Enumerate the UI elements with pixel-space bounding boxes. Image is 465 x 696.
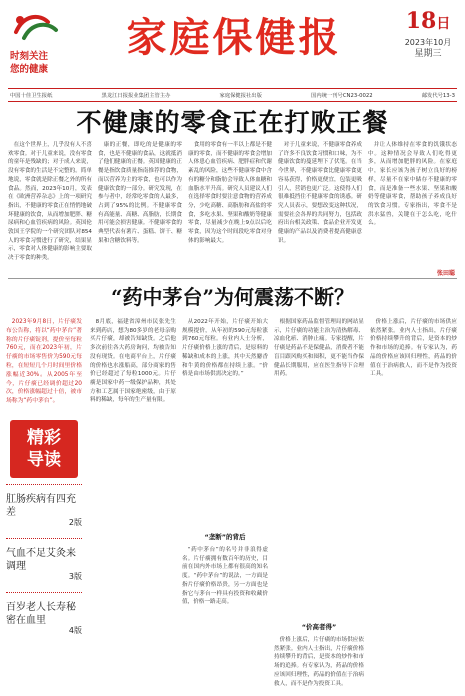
info-award: 中国十佳卫生报纸 <box>10 93 53 99</box>
masthead <box>0 0 465 86</box>
second-article-column-5 <box>274 636 364 690</box>
highlight-item-title: 百岁老人长寿秘密在血里 <box>6 602 76 626</box>
issue-weekday: 星期三 <box>414 49 442 59</box>
issue-year-month: 2023年10月 <box>404 38 452 47</box>
highlight-item[interactable] <box>6 484 82 538</box>
lead-headline: 不健康的零食正在打败正餐 <box>76 108 389 137</box>
second-article-column-3 <box>182 546 268 690</box>
highlight-item[interactable] <box>6 538 82 592</box>
highlight-item-page: 4版 <box>68 626 82 635</box>
lead-article-column-2 <box>98 141 182 273</box>
highlight-item-page: 3版 <box>68 572 82 581</box>
issue-day-unit: 日 <box>436 16 451 32</box>
lead-article-text-2: 康的正餐，即吃的是健康的零食，也是不健康的食品，这就抵消了他们健康的正餐。英国健康的正餐是指饮食质量指南推荐的食物，而以营养为主的零食，也可以作为健康饮食的一部分。研究发现，在参与者中，经常吃零食的人最多，占到了95%的比例。不健康零食有高能量、高糖、高脂肪，长期食用可能会损害健康。不健康零食的典型代表有薯片、蛋糕、饼干、糖果和含糖饮料等。 <box>98 142 182 244</box>
highlights-list <box>6 484 82 646</box>
highlight-item-title: 气血不足艾灸来调理 <box>6 548 76 572</box>
sidebar <box>6 318 82 690</box>
lead-article-byline: 张田聪 <box>436 270 455 277</box>
second-article-column-6 <box>370 318 457 690</box>
second-headline: “药中茅台”为何震荡不断？ <box>110 285 354 309</box>
second-article-column-2 <box>182 318 268 528</box>
issue-date <box>399 8 457 61</box>
slogan-line-1: 时刻关注 <box>10 51 49 62</box>
second-article-text-1: 8月底，福建省漳州市民张先生来到药店，想为80多岁的老母亲购买片仔癀，却被告知缺货。之后他多次前往各大药房询问，均被告知没有现货。在电商平台上，片仔癀的价格也水涨船高，部分商家的售价已经超过了每粒1000元。片仔癀是国家中药一级保护品种，其处方和工艺属于国家绝密级，由于原料的稀缺，每年的生产量有限。 <box>90 319 176 404</box>
second-article-column-4 <box>274 318 364 618</box>
lead-article-text-5: 并让人体维持在零食的饥饿状态中。这种情况会导致人们吃得更多，从而增加肥胖的风险。在家庭中，家长应该为孩子树立良好的榜样，尽量不在家中储存不健康的零食，而是准备一些水果、坚果和酸奶等健康零食，帮助孩子养成良好的饮食习惯。专家指出，零食不是洪水猛兽，关键在于怎么吃，吃什么。 <box>368 142 457 227</box>
info-publisher: 家庭保健报社出版 <box>219 93 262 99</box>
lead-article-text-4: 对于儿童来说，不健康零食养成了许多不良饮食习惯和口味，为不健康饮食的蔓延埋下了伏笔。在当今世界，不健康零食比健康零食更容易获得，价格更便宜，包装更吸引人，营销也更广泛。这使得人们很难抵挡住不健康零食的诱惑。研究人员表示，要想改变这种状况，需要社会各界的共同努力，包括政府出台相关政策、食品企业开发更健康的产品以及消费者提高健康意识。 <box>278 142 362 244</box>
issue-day-number: 18 <box>405 8 437 34</box>
info-sponsor: 黑龙江日报报业集团主管主办 <box>101 93 171 99</box>
lead-article-column-3 <box>188 141 272 273</box>
highlight-item-title: 肛肠疾病有四充差 <box>6 494 76 518</box>
highlight-item[interactable] <box>6 592 82 646</box>
slogan <box>10 50 80 76</box>
second-article-intro <box>6 318 82 406</box>
second-article-subhead-1: “垄断”的背后 <box>204 533 246 541</box>
second-article-text-2: 从2022年开始，片仔癀开始大规模提价，从年初的590元每粒涨到760元每粒。有业内人士分析，片仔癀价格上涨的背后，是原料的稀缺和成本的上涨，其中天然麝香和牛黄的价格都在持续上涨。“价格是由市场供需决定的。” <box>182 319 268 378</box>
second-article-column-1 <box>90 318 176 690</box>
second-article-text-5: 价格上涨后，片仔癀的市场供应依然紧张。业内人士指出，片仔癀价格持续攀升的背后，是资本的炒作和市场的追捧。有专家认为，药品的价格应该回归理性，药品的价值在于治病救人，而不是作为投资工具。 <box>274 637 364 687</box>
second-article-intro-text: 2023年9月8日，片仔癀发布公告称，将以“药中茅台”著称的片仔癀锭剂，提价至每粒760元，而在2023年初，片仔癀的市场零售价为590元每粒，在短短几个月时间里价格涨幅近30%。从2005年至今，片仔癀已经调价超过20次，价格涨幅超过十倍，被市场称为“药中茅台”。 <box>6 319 82 405</box>
newspaper-title: 家庭保健报 <box>126 14 342 61</box>
lead-article-column-5 <box>368 141 457 266</box>
lead-article-text-3: 食用的零食有一半以上都是不健康的零食，而不健康的零食会增加人体患心血管疾病、肥胖症和代谢紊乱的风险，这些不健康零食中含有的糖分和脂肪会导致人体血糖和血脂水平升高。研究人员建议人们在选择零食时要注意食物的营养成分，少吃高糖、高脂肪和高盐的零食，多吃水果、坚果和酸奶等健康零食，尽量减少在晚上9点以后吃零食，因为这个时间段吃零食对身体的影响最大。 <box>188 142 272 244</box>
lead-article-column-1 <box>8 141 92 273</box>
info-cn-number: 国内统一刊号CN23-0022 <box>311 93 373 99</box>
lead-article-text-1: 在这个世界上，几乎没有人不喜欢零食。对于儿童来说，没有零食的童年是残缺的；对于成人来说，没有零食的生活是不完整的。简单地说，零食就是除正餐之外的所有食品。然而，2023年10月，发表在《欧洲营养杂志》上的一项研究指出，不健康的零食正在悄悄地破坏健康的饮食，从而增加肥胖、糖尿病和心血管疾病的风险。英国伦敦国王学院的一个研究团队对854人的零食习惯进行了研究，结果显示，零食对人体健康的影响主要取决于零食的种类。 <box>8 142 92 262</box>
publication-info-bar <box>8 88 457 102</box>
highlights-badge-line-1: 精彩 <box>27 428 61 448</box>
issue-day <box>399 8 457 37</box>
second-article-text-3: “药中茅台”的名号并非浪得虚名。片仔癀拥有数百年的历史，目前在国内外市场上都有很高的知名度。“药中茅台”的说法，一方面是指片仔癀价格昂贵，另一方面也是指它与茅台一样具有投资和收藏价值，价格一路走高。 <box>182 547 268 606</box>
newspaper-logo-icon <box>10 8 62 44</box>
lead-article-column-4 <box>278 141 362 273</box>
section-divider <box>8 278 457 279</box>
second-article-subhead-2: “价高者得” <box>301 623 337 631</box>
second-article-text-4: 根据国家药品监督管理局的网站显示，片仔癀的功能主治为清热解毒、凉血化瘀、消肿止痛。专家提醒，片仔癀是药品不是保健品，消费者不能盲目跟风购买和囤积，更不能当作保健品长期服用，应在医生指导下合理用药。 <box>274 319 364 378</box>
second-article-text-6: 价格上涨后，片仔癀的市场供应依然紧张。业内人士指出，片仔癀价格持续攀升的背后，是资本的炒作和市场的追捧。有专家认为，药品的价格应该回归理性，药品的价值在于治病救人，而不是作为投资工具。 <box>370 319 457 378</box>
info-postal-code: 邮发代号13-3 <box>421 93 455 99</box>
slogan-line-2: 您的健康 <box>10 64 49 75</box>
highlights-badge <box>10 420 78 478</box>
highlight-item-page: 2版 <box>68 518 82 527</box>
highlights-badge-line-2: 导读 <box>27 450 61 470</box>
